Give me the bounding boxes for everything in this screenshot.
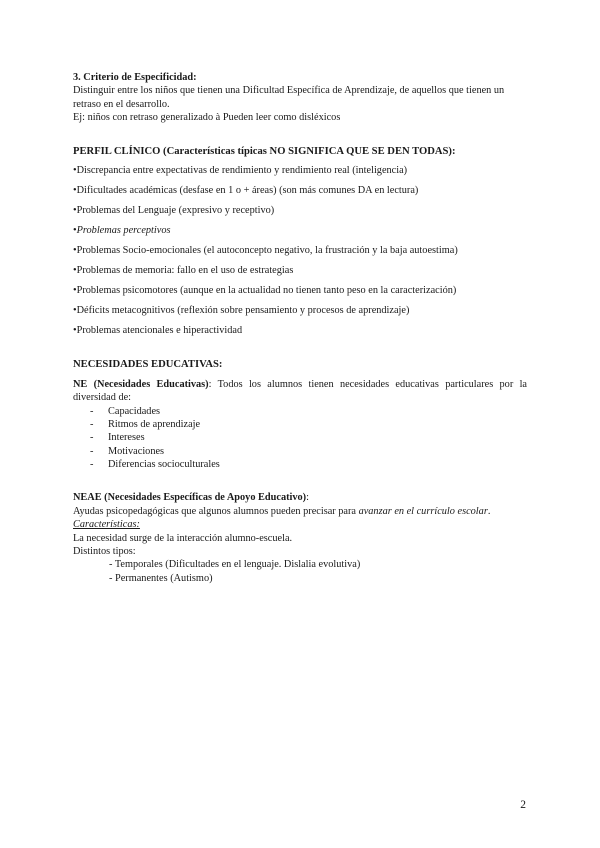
perfil-item: •Discrepancia entre expectativas de rendimiento y rendimiento real (inteligencia) (73, 165, 408, 177)
dash-glyph: - (90, 432, 94, 444)
perfil-item: •Problemas del Lenguaje (expresivo y receptivo) (73, 205, 275, 217)
criterio-title: 3. Criterio de Especificidad: (73, 72, 197, 83)
list-item (73, 418, 527, 431)
ne-definition (73, 378, 527, 405)
dash-glyph: - (90, 445, 94, 457)
page-number: 2 (520, 799, 526, 811)
bullet-glyph: • (73, 225, 77, 237)
neae-text-start: Ayudas psicopedagógicas que algunos alumnos pueden precisar para (73, 505, 359, 517)
caracteristicas-label: Características: (73, 519, 140, 531)
tipos-label: Distintos tipos: (73, 545, 136, 557)
perfil-item-italic (73, 224, 527, 237)
list-item-text: Motivaciones (108, 445, 165, 457)
list-item: - Permanentes (Autismo) (109, 572, 213, 584)
list-item (73, 405, 527, 418)
list-item-text: Capacidades (108, 405, 161, 417)
list-item-text: Diferencias socioculturales (108, 459, 220, 470)
perfil-item: •Problemas Socio-emocionales (el autoconcepto negativo, la frustración y la baja autoestima) (73, 245, 458, 257)
diversidad-list (73, 405, 527, 472)
perfil-item: •Dificultades académicas (desfase en 1 o + áreas) (son más comunes DA en lectura) (73, 185, 419, 197)
perfil-item: •Problemas atencionales e hiperactividad (73, 325, 243, 337)
perfil-item: •Problemas psicomotores (aunque en la actualidad no tienen tanto peso en la caracterización) (73, 285, 457, 297)
list-item (73, 445, 527, 458)
page-content (73, 71, 527, 585)
neae-label: NEAE (Necesidades Específicas de Apoyo Educativo) (73, 492, 307, 504)
dash-glyph: - (90, 418, 94, 430)
neae-text-end: . (487, 505, 491, 517)
list-item: - Temporales (Dificultades en el lenguaje. Dislalia evolutiva) (109, 559, 361, 571)
neae-title (73, 491, 527, 504)
perfil-item-text: Problemas perceptivos (76, 225, 171, 237)
criterio-example: Ej: niños con retraso generalizado à Pueden leer como disléxicos (73, 112, 341, 124)
list-item (73, 458, 527, 471)
neae-text (73, 505, 527, 518)
ne-text: : Todos los alumnos tienen necesidades educativas particulares por la diversidad de: (73, 378, 528, 404)
dash-glyph: - (90, 405, 94, 417)
necesidades-title: NECESIDADES EDUCATIVAS: (73, 358, 223, 370)
dash-glyph: - (90, 459, 94, 470)
ne-label: NE (Necesidades Educativas) (73, 378, 209, 390)
caracteristicas-text: La necesidad surge de la interacción alumno-escuela. (73, 532, 293, 544)
list-item (73, 431, 527, 444)
list-item-text: Ritmos de aprendizaje (108, 418, 201, 430)
perfil-title: PERFIL CLÍNICO (Características típicas NO SIGNIFICA QUE SE DEN TODAS): (73, 145, 456, 157)
perfil-item: •Problemas de memoria: fallo en el uso de estrategias (73, 265, 294, 277)
tipos-list (73, 558, 527, 585)
neae-colon: : (306, 492, 309, 504)
neae-text-italic: avanzar en el currículo escolar (358, 505, 488, 517)
perfil-item: •Déficits metacognitivos (reflexión sobre pensamiento y procesos de aprendizaje) (73, 305, 410, 317)
list-item-text: Intereses (108, 432, 145, 444)
criterio-text: Distinguir entre los niños que tienen una Dificultad Específica de Aprendizaje, de aquellos que tienen un retraso en el desarrollo. (73, 85, 505, 110)
